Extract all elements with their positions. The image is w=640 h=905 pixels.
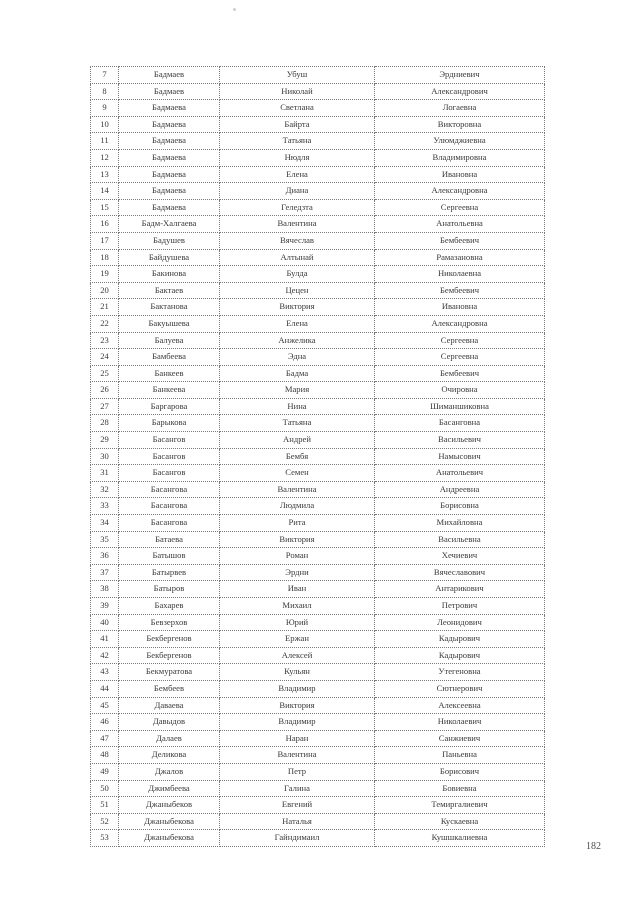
table-row (91, 763, 545, 780)
cell-first-name: Юрий (220, 614, 375, 631)
table-row (91, 747, 545, 764)
cell-first-name: Елена (220, 166, 375, 183)
cell-number: 52 (91, 813, 119, 830)
cell-patronymic: Хечиевич (375, 548, 545, 565)
cell-first-name: Семен (220, 465, 375, 482)
cell-first-name: Алтынай (220, 249, 375, 266)
roster-table (90, 66, 545, 847)
cell-patronymic: Кушшкалиевна (375, 830, 545, 847)
table-row (91, 581, 545, 598)
cell-last-name: Барыкова (119, 415, 220, 432)
cell-last-name: Далаев (119, 730, 220, 747)
cell-number: 41 (91, 631, 119, 648)
cell-last-name: Батаева (119, 531, 220, 548)
cell-number: 30 (91, 448, 119, 465)
cell-first-name: Кульян (220, 664, 375, 681)
cell-first-name: Владимир (220, 680, 375, 697)
cell-last-name: Баргарова (119, 398, 220, 415)
cell-number: 8 (91, 83, 119, 100)
table-row (91, 448, 545, 465)
table-row (91, 249, 545, 266)
cell-patronymic: Кускаевна (375, 813, 545, 830)
cell-first-name: Анжелика (220, 332, 375, 349)
cell-number: 31 (91, 465, 119, 482)
cell-patronymic: Улюмджиевна (375, 133, 545, 150)
cell-last-name: Басангова (119, 481, 220, 498)
cell-number: 10 (91, 116, 119, 133)
cell-patronymic: Александровна (375, 183, 545, 200)
table-row (91, 614, 545, 631)
cell-first-name: Евгений (220, 797, 375, 814)
cell-first-name: Виктория (220, 531, 375, 548)
table-row (91, 697, 545, 714)
cell-last-name: Джимбеева (119, 780, 220, 797)
roster-body (91, 67, 545, 847)
cell-last-name: Бембеев (119, 680, 220, 697)
cell-first-name: Виктория (220, 299, 375, 316)
cell-patronymic: Анатольевич (375, 465, 545, 482)
cell-number: 15 (91, 199, 119, 216)
cell-last-name: Басангова (119, 498, 220, 515)
table-row (91, 647, 545, 664)
cell-patronymic: Вячеславович (375, 564, 545, 581)
cell-last-name: Банкеева (119, 382, 220, 399)
cell-first-name: Людмила (220, 498, 375, 515)
cell-number: 47 (91, 730, 119, 747)
cell-patronymic: Утегеновна (375, 664, 545, 681)
cell-first-name: Петр (220, 763, 375, 780)
cell-first-name: Геледзта (220, 199, 375, 216)
cell-last-name: Бекбергенов (119, 631, 220, 648)
cell-last-name: Бахарев (119, 598, 220, 615)
cell-patronymic: Сергеевна (375, 349, 545, 366)
cell-number: 13 (91, 166, 119, 183)
cell-first-name: Валентина (220, 481, 375, 498)
cell-patronymic: Васильевна (375, 531, 545, 548)
cell-last-name: Бадм-Халгаева (119, 216, 220, 233)
cell-last-name: Бадмаева (119, 133, 220, 150)
cell-number: 37 (91, 564, 119, 581)
cell-last-name: Батырвев (119, 564, 220, 581)
table-row (91, 714, 545, 731)
cell-patronymic: Очировна (375, 382, 545, 399)
cell-number: 11 (91, 133, 119, 150)
cell-patronymic: Александровна (375, 315, 545, 332)
cell-number: 53 (91, 830, 119, 847)
cell-last-name: Бекбергенов (119, 647, 220, 664)
cell-patronymic: Бембеевич (375, 282, 545, 299)
cell-patronymic: Эрдниевич (375, 67, 545, 84)
cell-first-name: Бадма (220, 365, 375, 382)
table-row (91, 830, 545, 847)
cell-first-name: Нюдля (220, 149, 375, 166)
cell-patronymic: Александрович (375, 83, 545, 100)
cell-number: 33 (91, 498, 119, 515)
cell-last-name: Бадмаев (119, 67, 220, 84)
table-row (91, 100, 545, 117)
cell-patronymic: Рамазановна (375, 249, 545, 266)
cell-first-name: Эрдни (220, 564, 375, 581)
cell-number: 20 (91, 282, 119, 299)
cell-first-name: Михаил (220, 598, 375, 615)
cell-patronymic: Бембеевич (375, 232, 545, 249)
cell-patronymic: Алексеевна (375, 697, 545, 714)
table-row (91, 465, 545, 482)
cell-patronymic: Бовиевна (375, 780, 545, 797)
cell-number: 45 (91, 697, 119, 714)
cell-first-name: Вячеслав (220, 232, 375, 249)
table-row (91, 664, 545, 681)
table-row (91, 332, 545, 349)
cell-number: 14 (91, 183, 119, 200)
cell-patronymic: Викторовна (375, 116, 545, 133)
cell-patronymic: Сютнерович (375, 680, 545, 697)
cell-last-name: Батышов (119, 548, 220, 565)
cell-patronymic: Николаевна (375, 266, 545, 283)
cell-number: 7 (91, 67, 119, 84)
cell-patronymic: Бембеевич (375, 365, 545, 382)
cell-patronymic: Андреевна (375, 481, 545, 498)
table-row (91, 548, 545, 565)
table-row (91, 797, 545, 814)
cell-first-name: Владимир (220, 714, 375, 731)
table-row (91, 183, 545, 200)
cell-first-name: Рита (220, 515, 375, 532)
cell-last-name: Бакуышева (119, 315, 220, 332)
cell-first-name: Галина (220, 780, 375, 797)
cell-last-name: Джаныбекова (119, 813, 220, 830)
cell-last-name: Бадмаева (119, 100, 220, 117)
cell-first-name: Алексей (220, 647, 375, 664)
cell-last-name: Даваева (119, 697, 220, 714)
table-row (91, 266, 545, 283)
cell-patronymic: Ивановна (375, 166, 545, 183)
cell-number: 44 (91, 680, 119, 697)
table-row (91, 133, 545, 150)
cell-last-name: Бамбеева (119, 349, 220, 366)
table-row (91, 515, 545, 532)
cell-patronymic: Васильевич (375, 432, 545, 449)
cell-patronymic: Сергеевна (375, 332, 545, 349)
cell-first-name: Виктория (220, 697, 375, 714)
cell-first-name: Наран (220, 730, 375, 747)
cell-patronymic: Санжиевич (375, 730, 545, 747)
cell-number: 46 (91, 714, 119, 731)
cell-last-name: Давыдов (119, 714, 220, 731)
cell-number: 34 (91, 515, 119, 532)
cell-number: 35 (91, 531, 119, 548)
cell-number: 22 (91, 315, 119, 332)
cell-number: 43 (91, 664, 119, 681)
table-row (91, 349, 545, 366)
cell-number: 42 (91, 647, 119, 664)
cell-number: 27 (91, 398, 119, 415)
cell-patronymic: Антарикович (375, 581, 545, 598)
cell-last-name: Бекмуратова (119, 664, 220, 681)
cell-first-name: Байрта (220, 116, 375, 133)
cell-number: 39 (91, 598, 119, 615)
cell-first-name: Убуш (220, 67, 375, 84)
table-row (91, 415, 545, 432)
cell-first-name: Эдна (220, 349, 375, 366)
cell-first-name: Мария (220, 382, 375, 399)
cell-number: 48 (91, 747, 119, 764)
cell-first-name: Наталья (220, 813, 375, 830)
table-row (91, 398, 545, 415)
cell-first-name: Андрей (220, 432, 375, 449)
cell-last-name: Басангов (119, 432, 220, 449)
table-row (91, 432, 545, 449)
cell-patronymic: Сергеевна (375, 199, 545, 216)
table-row (91, 282, 545, 299)
cell-number: 38 (91, 581, 119, 598)
cell-last-name: Бадмаев (119, 83, 220, 100)
cell-last-name: Бактанова (119, 299, 220, 316)
cell-patronymic: Паньевна (375, 747, 545, 764)
cell-number: 24 (91, 349, 119, 366)
cell-first-name: Бембя (220, 448, 375, 465)
scan-speck (233, 8, 236, 11)
cell-patronymic: Кадырович (375, 631, 545, 648)
table-row (91, 365, 545, 382)
cell-last-name: Бевзерхов (119, 614, 220, 631)
cell-last-name: Басангов (119, 465, 220, 482)
page-number: 182 (586, 841, 601, 852)
cell-number: 9 (91, 100, 119, 117)
cell-number: 36 (91, 548, 119, 565)
cell-last-name: Джаныбеков (119, 797, 220, 814)
cell-number: 28 (91, 415, 119, 432)
cell-first-name: Николай (220, 83, 375, 100)
cell-last-name: Банкеев (119, 365, 220, 382)
cell-last-name: Бадмаева (119, 199, 220, 216)
cell-first-name: Роман (220, 548, 375, 565)
cell-last-name: Бадмаева (119, 116, 220, 133)
table-row (91, 631, 545, 648)
cell-number: 25 (91, 365, 119, 382)
cell-patronymic: Леонидович (375, 614, 545, 631)
cell-last-name: Бадмаева (119, 149, 220, 166)
cell-first-name: Татьяна (220, 415, 375, 432)
cell-number: 17 (91, 232, 119, 249)
table-row (91, 813, 545, 830)
cell-patronymic: Борисовна (375, 498, 545, 515)
cell-number: 12 (91, 149, 119, 166)
table-row (91, 199, 545, 216)
table-row (91, 232, 545, 249)
table-row (91, 598, 545, 615)
cell-first-name: Иван (220, 581, 375, 598)
cell-number: 50 (91, 780, 119, 797)
cell-number: 19 (91, 266, 119, 283)
table-row (91, 166, 545, 183)
cell-number: 21 (91, 299, 119, 316)
table-row (91, 680, 545, 697)
cell-last-name: Бакинова (119, 266, 220, 283)
table-row (91, 67, 545, 84)
cell-patronymic: Петрович (375, 598, 545, 615)
cell-number: 49 (91, 763, 119, 780)
cell-patronymic: Михайловна (375, 515, 545, 532)
cell-first-name: Гайндимаил (220, 830, 375, 847)
table-row (91, 498, 545, 515)
cell-number: 29 (91, 432, 119, 449)
cell-last-name: Батыров (119, 581, 220, 598)
cell-patronymic: Николаевич (375, 714, 545, 731)
cell-patronymic: Шиманшиковна (375, 398, 545, 415)
table-row (91, 299, 545, 316)
cell-last-name: Джаныбекова (119, 830, 220, 847)
cell-number: 32 (91, 481, 119, 498)
cell-last-name: Деликова (119, 747, 220, 764)
cell-last-name: Байдушева (119, 249, 220, 266)
cell-first-name: Булда (220, 266, 375, 283)
cell-number: 26 (91, 382, 119, 399)
cell-first-name: Диана (220, 183, 375, 200)
cell-patronymic: Темиргалиевич (375, 797, 545, 814)
table-row (91, 531, 545, 548)
cell-first-name: Валентина (220, 216, 375, 233)
cell-last-name: Басангов (119, 448, 220, 465)
cell-last-name: Джалов (119, 763, 220, 780)
table-row (91, 149, 545, 166)
cell-patronymic: Логаевна (375, 100, 545, 117)
cell-first-name: Цецен (220, 282, 375, 299)
cell-patronymic: Владимировна (375, 149, 545, 166)
cell-first-name: Татьяна (220, 133, 375, 150)
cell-first-name: Ержан (220, 631, 375, 648)
cell-last-name: Балуева (119, 332, 220, 349)
table-row (91, 780, 545, 797)
cell-patronymic: Басанговна (375, 415, 545, 432)
cell-number: 16 (91, 216, 119, 233)
cell-last-name: Бадушев (119, 232, 220, 249)
cell-last-name: Бадмаева (119, 166, 220, 183)
cell-number: 18 (91, 249, 119, 266)
cell-first-name: Нина (220, 398, 375, 415)
cell-first-name: Елена (220, 315, 375, 332)
table-row (91, 315, 545, 332)
table-row (91, 216, 545, 233)
cell-patronymic: Ивановна (375, 299, 545, 316)
table-row (91, 116, 545, 133)
table-row (91, 83, 545, 100)
cell-last-name: Бактаев (119, 282, 220, 299)
table-row (91, 730, 545, 747)
cell-last-name: Бадмаева (119, 183, 220, 200)
table-row (91, 564, 545, 581)
cell-first-name: Светлана (220, 100, 375, 117)
cell-patronymic: Кадырович (375, 647, 545, 664)
cell-last-name: Басангова (119, 515, 220, 532)
cell-number: 40 (91, 614, 119, 631)
table-row (91, 481, 545, 498)
table-row (91, 382, 545, 399)
cell-number: 51 (91, 797, 119, 814)
cell-first-name: Валентина (220, 747, 375, 764)
cell-patronymic: Намысович (375, 448, 545, 465)
cell-patronymic: Борисович (375, 763, 545, 780)
cell-patronymic: Анатольевна (375, 216, 545, 233)
cell-number: 23 (91, 332, 119, 349)
